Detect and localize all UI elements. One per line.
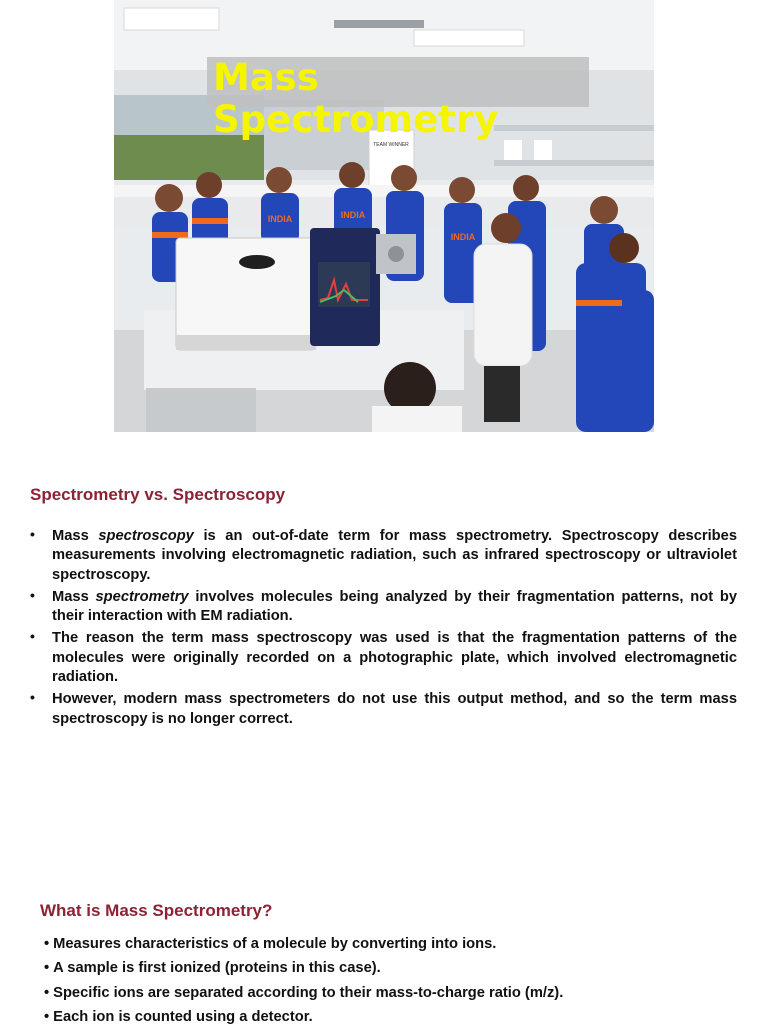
bullet-icon: • — [44, 936, 50, 952]
jersey-text: INDIA — [340, 210, 366, 220]
list-item — [44, 932, 744, 956]
bullet-text-pre: Mass — [52, 588, 96, 605]
bullet-text-post: involves molecules being analyzed by their fragmentation patterns, not by their interaction with EM radiation. — [52, 588, 737, 625]
list-item — [44, 956, 744, 980]
section-heading-what-is-mass-spectrometry: What is Mass Spectrometry? — [40, 901, 273, 920]
list-item — [30, 588, 737, 627]
bullet-list-spectrometry — [30, 527, 737, 732]
bullet-list-what-is — [44, 932, 744, 1029]
jersey-text: INDIA — [267, 214, 293, 224]
bullet-icon: • — [30, 689, 35, 706]
bullet-text-pre: Mass — [52, 528, 99, 544]
bullet-text: Specific ions are separated according to their mass-to-charge ratio (m/z). — [53, 984, 564, 1001]
list-item — [30, 527, 737, 585]
bullet-icon: • — [44, 960, 50, 977]
bullet-icon: • — [30, 526, 35, 542]
bullet-text: The reason the term mass spectroscopy was used is that the fragmentation patterns of the molecules were originally recorded on a photographic plate, which involved electromagnetic radiation. — [52, 630, 737, 686]
bullet-text: Measures characteristics of a molecule by converting into ions. — [53, 936, 497, 952]
bullet-icon: • — [44, 1008, 50, 1025]
poster-text: TEAM WINNER — [373, 142, 409, 148]
bullet-text-post: is an out-of-date term for mass spectrometry. Spectroscopy describes measurements involving electromagnetic radiation, such as infrared spectroscopy or ultraviolet spectroscopy. — [52, 528, 737, 583]
bullet-text-emphasis: spectrometry — [95, 588, 189, 605]
hero-photo — [114, 0, 654, 432]
list-item — [30, 690, 737, 729]
bullet-icon: • — [30, 628, 35, 645]
page-title: Mass Spectrometry — [213, 56, 499, 141]
bullet-icon: • — [44, 984, 50, 1001]
bullet-icon: • — [30, 586, 35, 603]
bullet-text: A sample is first ionized (proteins in this case). — [53, 960, 381, 977]
bullet-text: Each ion is counted using a detector. — [53, 1008, 313, 1025]
section-heading-spectrometry-vs-spectroscopy: Spectrometry vs. Spectroscopy — [30, 485, 286, 504]
list-item — [30, 629, 737, 687]
bullet-text: However, modern mass spectrometers do not use this output method, and so the term mass spectroscopy is no longer correct. — [52, 691, 737, 727]
mass-spectrometer-illustration — [176, 228, 416, 350]
list-item — [44, 1005, 744, 1029]
jersey-text: INDIA — [450, 232, 476, 242]
list-item — [44, 981, 744, 1005]
bullet-text-emphasis: spectroscopy — [98, 528, 194, 544]
